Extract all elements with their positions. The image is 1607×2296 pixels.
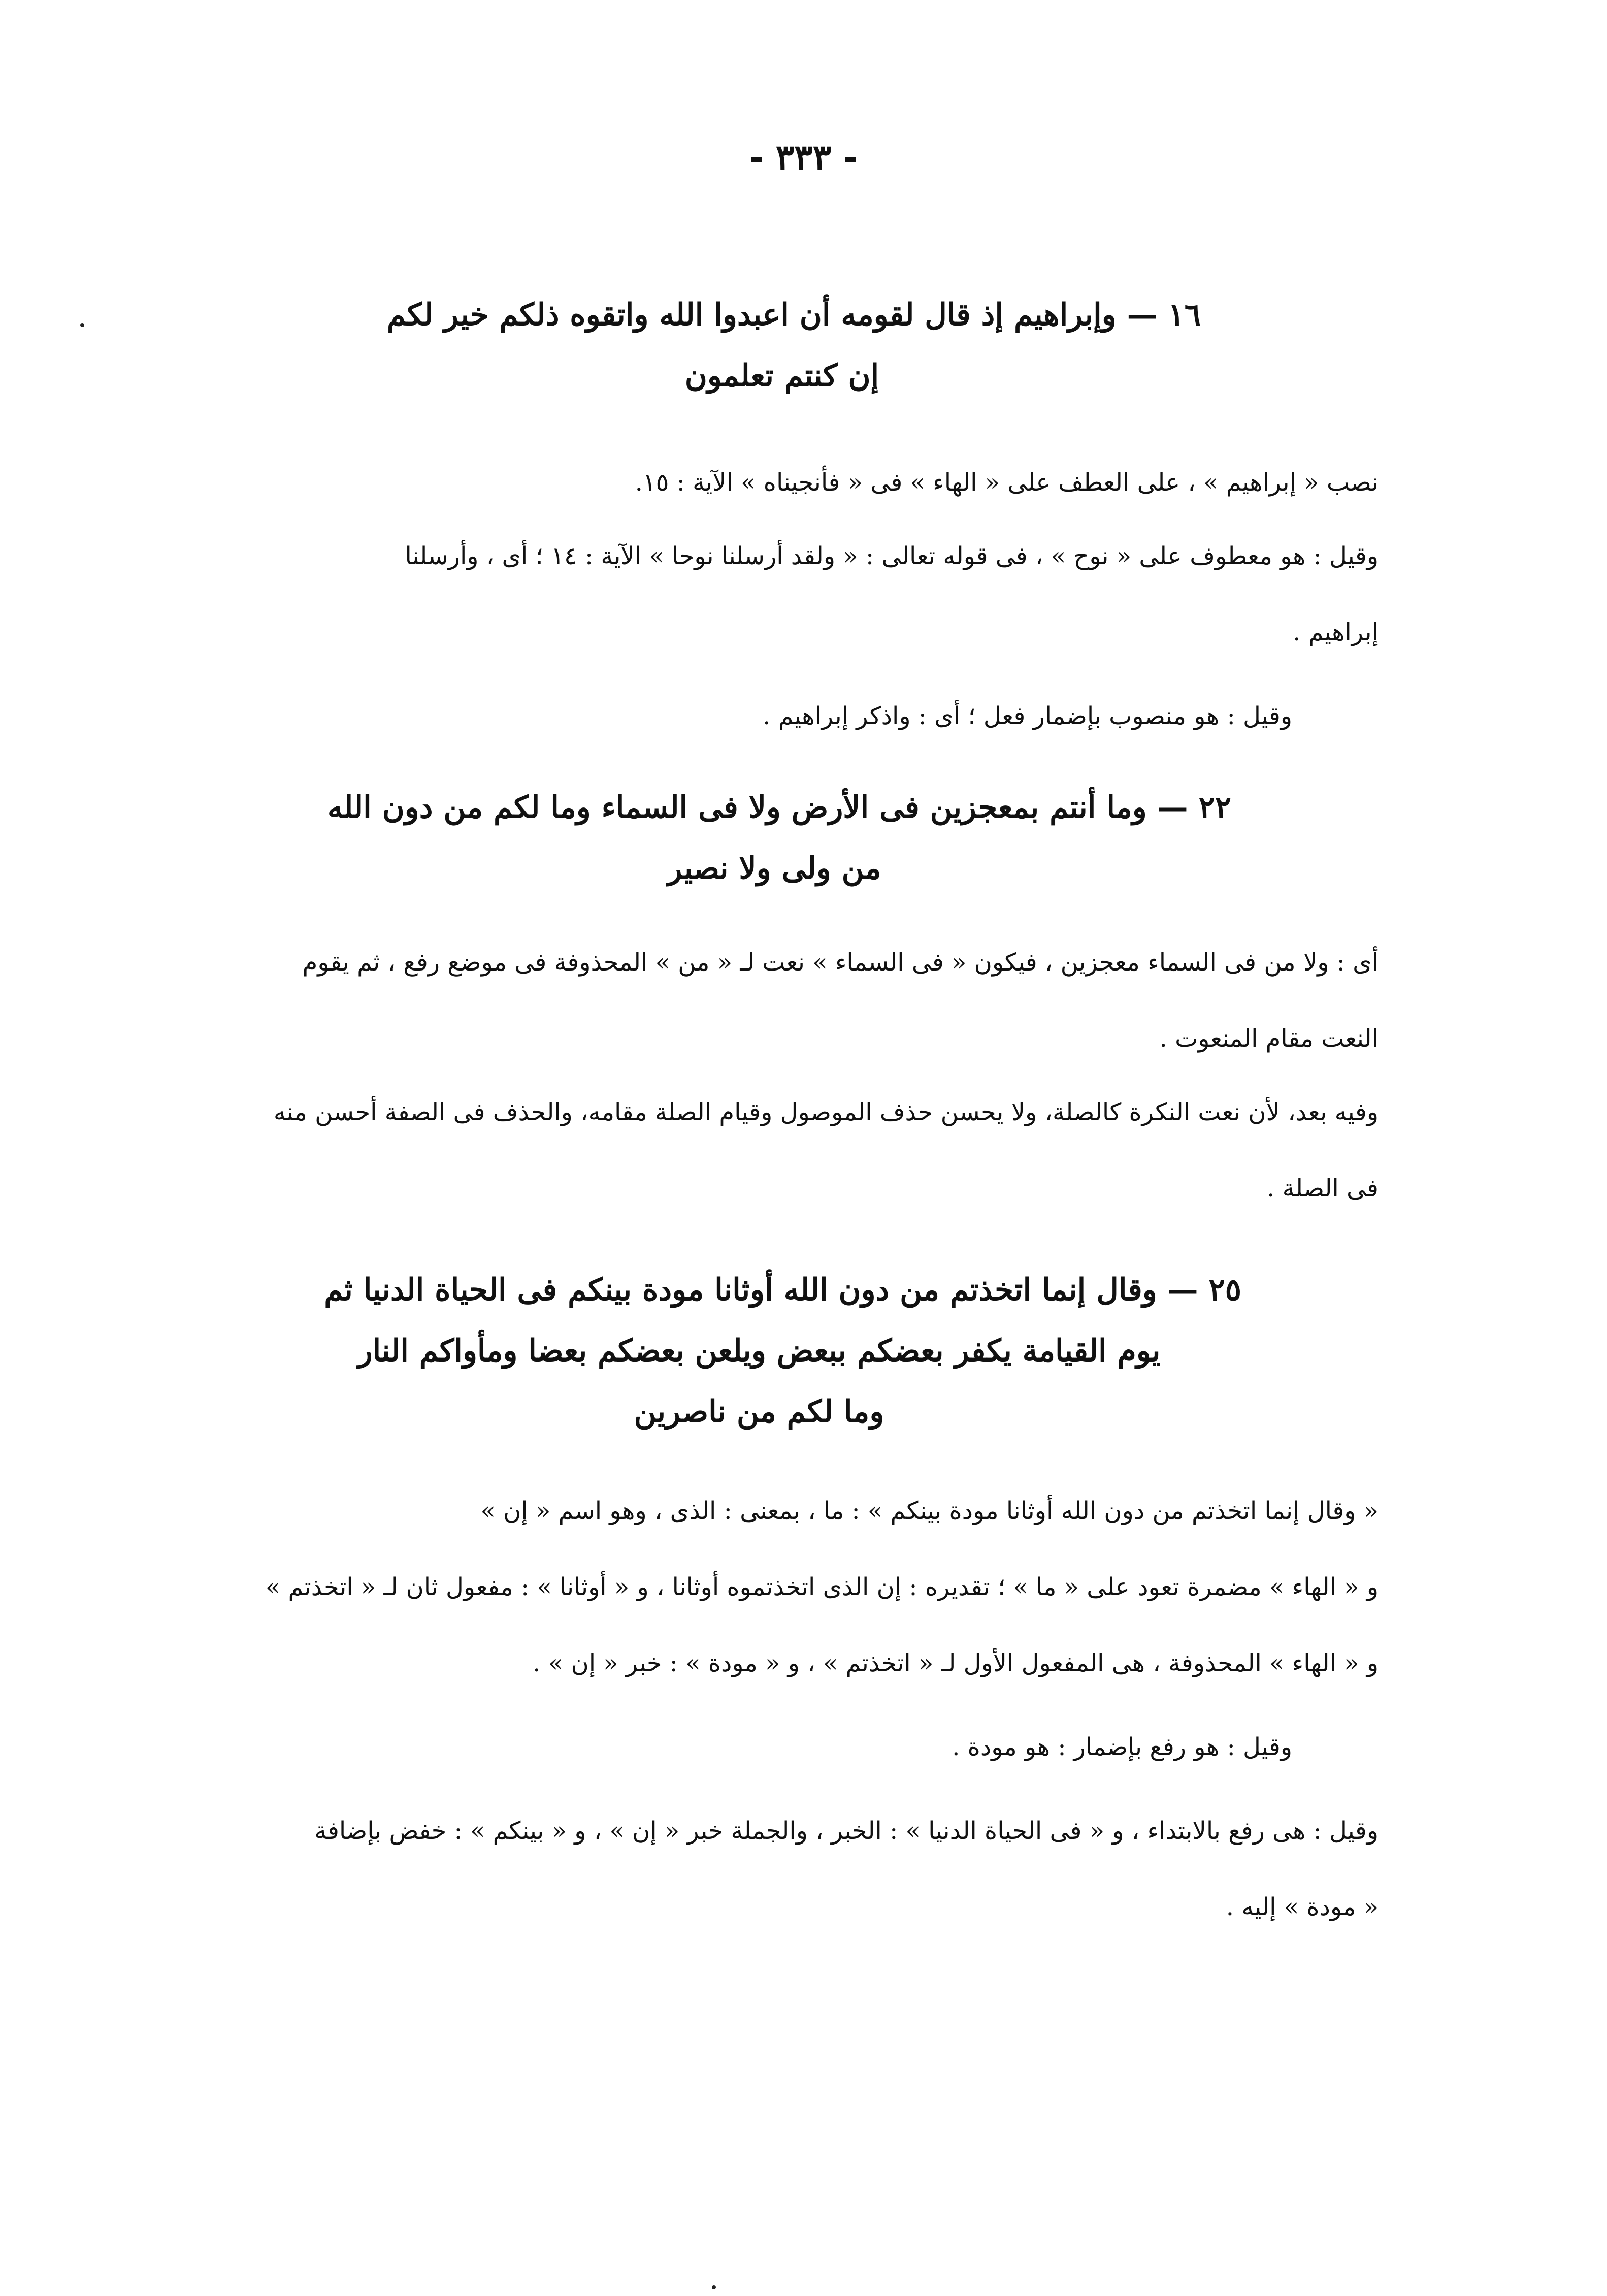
verse-line: وما لكم من ناصرين — [634, 1394, 884, 1430]
paragraph-line: و « الهاء » مضمرة تعود على « ما » ؛ تقديره : إن الذى اتخذتموه أوثانا ، و « أوثانا » : مفعول ثان لـ « اتخذتم » — [265, 1573, 1379, 1601]
verse-16 — [312, 284, 1201, 406]
verse-line: ٢٥ — وقال إنما اتخذتم من دون الله أوثانا مودة بينكم فى الحياة الدنيا ثم — [324, 1272, 1241, 1308]
paragraph-line: وقيل : هو معطوف على « نوح » ، فى قوله تعالى : « ولقد أرسلنا نوحا » الآية : ١٤ ؛ أى ، وأرسلنا — [405, 542, 1379, 570]
commentary-paragraph — [236, 924, 1379, 1077]
commentary-paragraph — [236, 518, 1379, 670]
paragraph-line: فى الصلة . — [1267, 1174, 1379, 1203]
scan-speck — [80, 323, 84, 327]
commentary-paragraph — [236, 1074, 1379, 1226]
paragraph-line: « وقال إنما اتخذتم من دون الله أوثانا مودة بينكم » : ما ، بمعنى : الذى ، وهو اسم « إن » — [480, 1497, 1379, 1525]
verse-25 — [277, 1259, 1241, 1442]
paragraph-line: نصب « إبراهيم » ، على العطف على « الهاء » فى « فأنجيناه » الآية : ١٥. — [635, 468, 1379, 497]
paragraph-line: وقيل : هى رفع بالابتداء ، و « فى الحياة الدنيا » : الخبر ، والجملة خبر « إن » ، و « بينكم » : خفض بإضافة — [314, 1817, 1379, 1845]
commentary-paragraph — [327, 1709, 1292, 1785]
paragraph-line: النعت مقام المنعوت . — [1159, 1024, 1379, 1053]
paragraph-line: « مودة » إليه . — [1226, 1893, 1379, 1921]
page-number: - ٣٣٣ - — [749, 137, 858, 178]
paragraph-line: إبراهيم . — [1293, 618, 1379, 646]
verse-line: ١٦ — وإبراهيم إذ قال لقومه أن اعبدوا الله واتقوه ذلكم خير لكم — [386, 297, 1201, 333]
paragraph-line: و « الهاء » المحذوفة ، هى المفعول الأول لـ « اتخذتم » ، و « مودة » : خبر « إن » . — [533, 1649, 1379, 1677]
paragraph-line: وقيل : هو منصوب بإضمار فعل ؛ أى : واذكر إبراهيم . — [763, 702, 1292, 730]
verse-line: يوم القيامة يكفر بعضكم ببعض ويلعن بعضكم بعضا ومأواكم النار — [357, 1333, 1161, 1369]
paragraph-line: أى : ولا من فى السماء معجزين ، فيكون « فى السماء » نعت لـ « من » المحذوفة فى موضع رفع ، ثم يقوم — [302, 948, 1379, 977]
paragraph-line: وفيه بعد، لأن نعت النكرة كالصلة، ولا يحسن حذف الموصول وقيام الصلة مقامه، والحذف فى الصفة أحسن منه — [273, 1098, 1379, 1126]
verse-line: من ولى ولا نصير — [667, 851, 881, 886]
verse-line: ٢٢ — وما أنتم بمعجزين فى الأرض ولا فى السماء وما لكم من دون الله — [327, 790, 1231, 825]
verse-22 — [317, 777, 1231, 899]
commentary-paragraph — [236, 1473, 1379, 1701]
paragraph-line: وقيل : هو رفع بإضمار : هو مودة . — [952, 1733, 1292, 1761]
commentary-paragraph — [236, 1793, 1379, 1945]
commentary-paragraph — [277, 678, 1292, 754]
commentary-paragraph — [236, 444, 1379, 521]
scan-speck — [712, 2285, 716, 2289]
verse-line: إن كنتم تعلمون — [684, 358, 879, 394]
